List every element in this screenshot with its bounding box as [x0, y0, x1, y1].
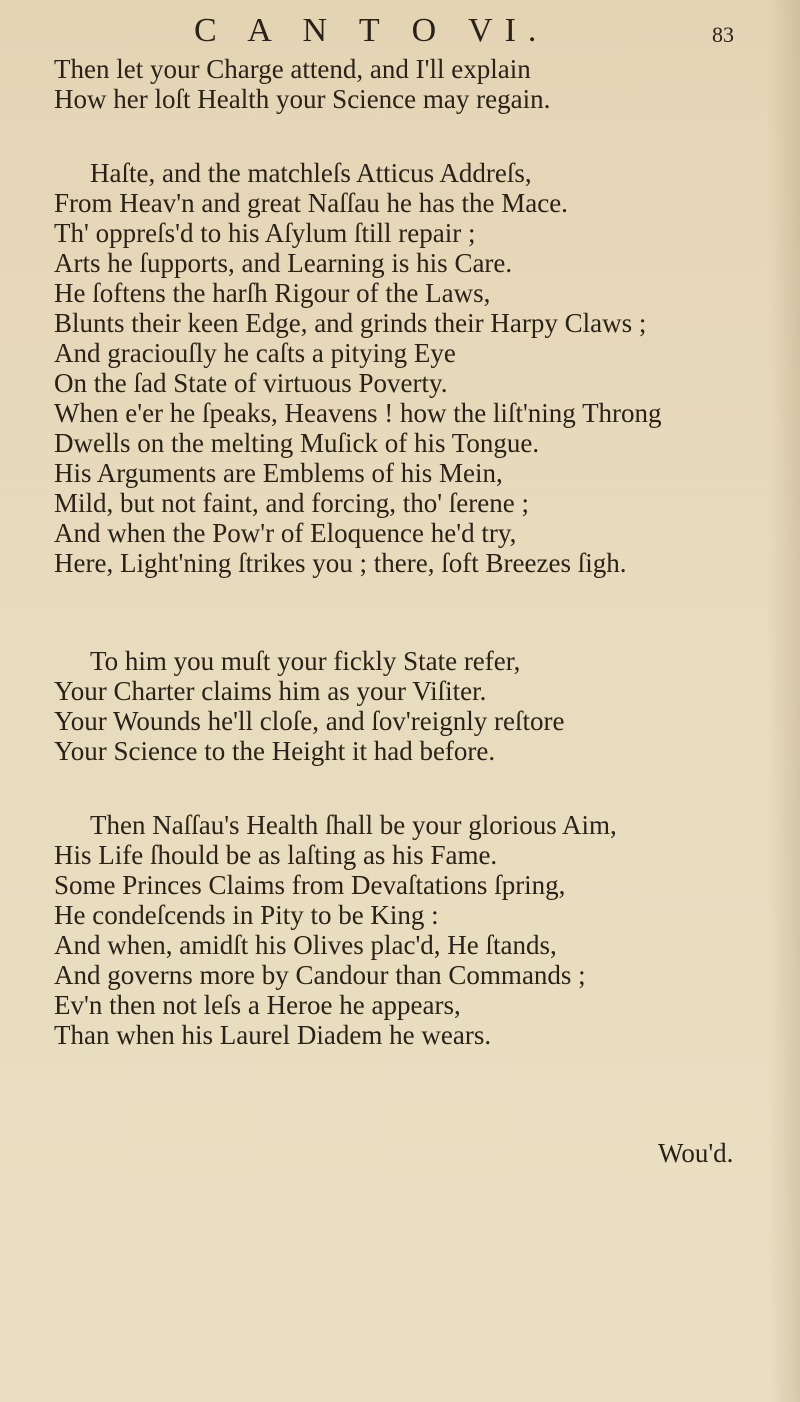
page-number: 83: [712, 22, 734, 47]
stanza-1: [54, 54, 784, 114]
stanza-3: [54, 646, 784, 766]
verse-line: He ſoftens the harſh Rigour of the Laws,: [54, 278, 491, 308]
verse-line: His Arguments are Emblems of his Mein,: [54, 458, 503, 488]
verse-line: Then let your Charge attend, and I'll explain: [54, 54, 531, 84]
catchword: Wou'd.: [658, 1138, 734, 1168]
stanza-4: [54, 810, 784, 1050]
verse-line: And graciouſly he caſts a pitying Eye: [54, 338, 456, 368]
verse-line: How her loſt Health your Science may regain.: [54, 84, 551, 114]
verse-line: From Heav'n and great Naſſau he has the Mace.: [54, 188, 568, 218]
verse-line: Arts he ſupports, and Learning is his Care.: [54, 248, 513, 278]
verse-line: Th' oppreſs'd to his Aſylum ſtill repair ;: [54, 218, 476, 248]
running-title: C A N T O VI.: [194, 12, 549, 49]
verse-line: Then Naſſau's Health ſhall be your glorious Aim,: [90, 810, 617, 840]
verse-line: Than when his Laurel Diadem he wears.: [54, 1020, 492, 1050]
verse-line: And when the Pow'r of Eloquence he'd try,: [54, 518, 517, 548]
verse-line: Haſte, and the matchleſs Atticus Addreſs,: [90, 158, 532, 188]
verse-line: On the ſad State of virtuous Poverty.: [54, 368, 448, 398]
verse-line: Your Science to the Height it had before.: [54, 736, 496, 766]
verse-line: Here, Light'ning ſtrikes you ; there, ſoft Breezes ſigh.: [54, 548, 627, 578]
verse-line: Mild, but not faint, and forcing, tho' ſerene ;: [54, 488, 530, 518]
verse-line: He condeſcends in Pity to be King :: [54, 900, 439, 930]
verse-line: His Life ſhould be as laſting as his Fame.: [54, 840, 498, 870]
verse-line: Your Wounds he'll cloſe, and ſov'reignly reſtore: [54, 706, 565, 736]
verse-line: Dwells on the melting Muſick of his Tongue.: [54, 428, 540, 458]
verse-line: And when, amidſt his Olives plac'd, He ſtands,: [54, 930, 557, 960]
stanza-2: [54, 158, 784, 578]
verse-line: Some Princes Claims from Devaſtations ſpring,: [54, 870, 566, 900]
running-head: [0, 12, 800, 52]
verse-line: To him you muſt your fickly State refer,: [90, 646, 521, 676]
verse-line: Blunts their keen Edge, and grinds their Harpy Claws ;: [54, 308, 647, 338]
verse-line: And governs more by Candour than Commands ;: [54, 960, 586, 990]
verse-line: Your Charter claims him as your Viſiter.: [54, 676, 487, 706]
verse-line: Ev'n then not leſs a Heroe he appears,: [54, 990, 461, 1020]
verse-line: When e'er he ſpeaks, Heavens ! how the liſt'ning Throng: [54, 398, 662, 428]
